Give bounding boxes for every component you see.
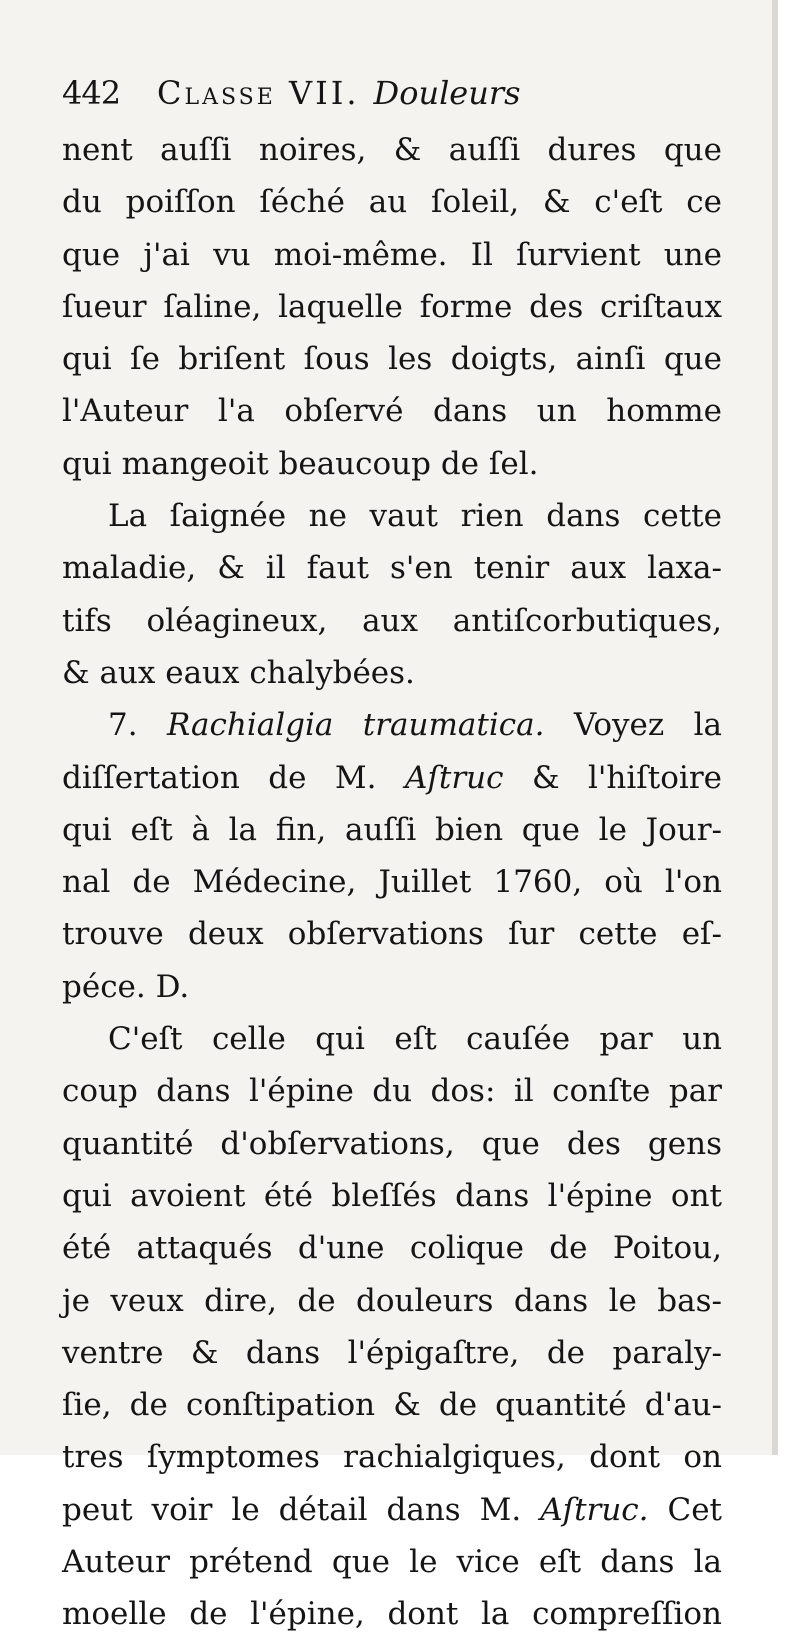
text-line: trouve deux obſervations ſur cette eſ- — [62, 916, 722, 953]
text-line: qui mangeoit beaucoup de ſel. — [62, 445, 539, 482]
text-line: du poiſſon ſéché au ſoleil, & c'eſt ce — [62, 184, 722, 221]
author-name: Aſtruc. — [540, 1491, 649, 1528]
text-block — [62, 62, 722, 1641]
text-line: tifs oléagineux, aux antiſcorbutiques, — [62, 602, 722, 639]
text-line: qui ſe briſent ſous les doigts, ainſi que — [62, 341, 722, 378]
text-line: péce. D. — [62, 968, 190, 1005]
text-line: qui avoient été bleſſés dans l'épine ont — [62, 1177, 722, 1214]
species-line2-b: & l'hiſtoire — [531, 759, 722, 796]
text-line: nal de Médecine, Juillet 1760, où l'on — [62, 864, 722, 901]
text-line: maladie, & il faut s'en tenir aux laxa- — [62, 550, 722, 587]
text-line: tres ſymptomes rachialgiques, dont on — [62, 1439, 722, 1476]
page-number: 442 — [62, 74, 121, 112]
species-number: 7. — [108, 707, 138, 744]
text-line: C'eſt celle qui eſt cauſée par un — [108, 1021, 722, 1058]
text-line: ventre & dans l'épigaſtre, de paraly- — [62, 1334, 722, 1371]
text-line: l'Auteur l'a obſervé dans un homme — [62, 393, 722, 430]
text-line: moelle de l'épine, dont la compreſſion — [62, 1596, 722, 1633]
section-heading: Douleurs — [373, 74, 521, 112]
text-line: qui eſt à la fin, auſſi bien que le Jour- — [62, 811, 722, 848]
species-line1-rest: Voyez la — [573, 707, 722, 744]
running-head — [62, 62, 722, 124]
text-line: que j'ai vu moi-même. Il ſurvient une — [62, 236, 722, 273]
text-line: & aux eaux chalybées. — [62, 654, 415, 691]
text-line: nent auſſi noires, & auſſi dures que — [62, 132, 722, 168]
text-line — [62, 1484, 722, 1536]
classe-heading: Classe VII. — [157, 74, 360, 112]
text-line: quantité d'obſervations, que des gens — [62, 1125, 722, 1162]
species-name: Rachialgia traumatica. — [166, 707, 545, 744]
detail-line-a: peut voir le détail dans M. — [62, 1491, 522, 1528]
species-line2-a: diſſertation de M. — [62, 759, 377, 796]
text-line: ſueur ſaline, laquelle forme des criſtaux — [62, 288, 722, 325]
text-line: je veux dire, de douleurs dans le bas- — [62, 1282, 722, 1319]
text-line: ſie, de conſtipation & de quantité d'au- — [62, 1387, 722, 1424]
species-heading-line — [62, 699, 722, 751]
text-line — [62, 752, 722, 804]
text-line: été attaqués d'une colique de Poitou, — [62, 1230, 722, 1267]
author-name: Aſtruc — [405, 759, 504, 796]
text-line: Auteur prétend que le vice eſt dans la — [62, 1544, 722, 1581]
text-line: coup dans l'épine du dos: il conſte par — [62, 1073, 722, 1110]
page-edge — [778, 0, 800, 1455]
detail-line-b: Cet — [667, 1491, 723, 1528]
text-line: La ſaignée ne vaut rien dans cette — [108, 498, 722, 535]
